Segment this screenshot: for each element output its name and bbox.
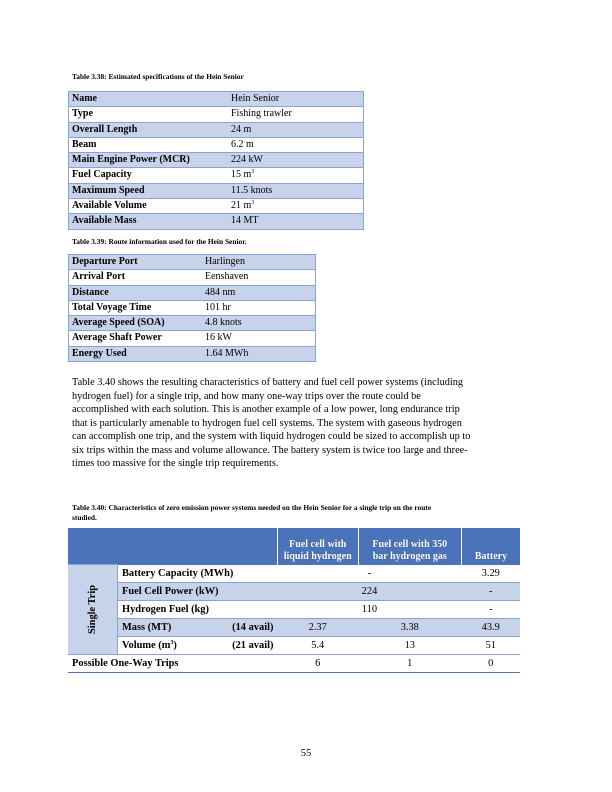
battery-capacity-battery-value: 3.29	[462, 565, 520, 583]
table-340-caption	[72, 503, 532, 522]
hydrogen-fuel-fc-value: 110	[277, 600, 461, 618]
paragraph-line: can accomplish one trip, and the system with liquid hydrogen could be sized to accomplish up to	[72, 431, 471, 442]
spec-row-value: 14 MT	[228, 214, 364, 229]
volume-liquid-value: 5.4	[277, 636, 358, 654]
route-row	[69, 255, 316, 270]
route-row-label: Average Shaft Power	[69, 331, 203, 346]
body-paragraph	[72, 376, 522, 471]
route-row-value: Harlingen	[202, 255, 316, 270]
one-way-trips-label: Possible One-Way Trips	[68, 654, 277, 672]
zero-emission-table	[68, 528, 520, 673]
paragraph-line: Table 3.40 shows the resulting characteristics of battery and fuel cell power systems (including	[72, 377, 464, 388]
hydrogen-fuel-label: Hydrogen Fuel (kg)	[117, 600, 277, 618]
route-row-label: Arrival Port	[69, 270, 203, 285]
spec-table	[68, 91, 364, 230]
single-trip-side-label: Single Trip	[68, 565, 117, 655]
spec-row-label: Fuel Capacity	[69, 168, 229, 183]
spec-row-label: Overall Length	[69, 122, 229, 137]
paragraph-line: hydrogen fuel) for a single trip, and how many one-way trips over the route could be	[72, 390, 421, 402]
trips-battery-value: 0	[462, 654, 520, 672]
route-row	[69, 316, 316, 331]
header-blank	[68, 528, 117, 565]
spec-row	[69, 122, 364, 137]
spec-row-label: Available Volume	[69, 199, 229, 214]
spec-row-value: 24 m	[228, 122, 364, 137]
mass-battery-value: 43.9	[462, 618, 520, 636]
volume-label: Volume $(m^3)$ (21 avail)	[117, 636, 277, 654]
spec-row	[69, 199, 364, 214]
battery-capacity-fc-value: -	[277, 565, 461, 583]
route-row-value: 4.8 knots	[202, 316, 316, 331]
trips-liquid-value: 6	[277, 654, 358, 672]
mass-liquid-value: 2.37	[277, 618, 358, 636]
table-340-caption-line1: Table 3.40: Characteristics of zero emission power systems needed on the Hein Senior for a single trip on the route	[72, 503, 432, 512]
route-row	[69, 285, 316, 300]
route-row	[69, 300, 316, 315]
header-liquid-hydrogen: Fuel cell with liquid hydrogen	[277, 528, 358, 565]
table-339-caption: Table 3.39: Route information used for the Hein Senior.	[72, 237, 247, 246]
spec-row	[69, 183, 364, 198]
spec-row-label: Name	[69, 92, 229, 107]
route-row-value: 101 hr	[202, 300, 316, 315]
spec-row	[69, 153, 364, 168]
paragraph-line: accomplished with each solution. This is another example of a low power, long endurance trip	[72, 404, 460, 415]
spec-row-value: 224 kW	[228, 153, 364, 168]
route-row	[69, 331, 316, 346]
fuel-cell-power-battery-value: -	[462, 582, 520, 600]
route-row-label: Average Speed (SOA)	[69, 316, 203, 331]
spec-row-label: Main Engine Power (MCR)	[69, 153, 229, 168]
route-row-label: Distance	[69, 285, 203, 300]
volume-gas-value: 13	[358, 636, 461, 654]
spec-row	[69, 92, 364, 107]
spec-row-label: Maximum Speed	[69, 183, 229, 198]
route-row-value: 484 nm	[202, 285, 316, 300]
route-row	[69, 270, 316, 285]
mass-gas-value: 3.38	[358, 618, 461, 636]
spec-row-value: 15 $m^3$	[228, 168, 364, 183]
paragraph-line: six trips within the mass and volume allowance. The battery system is twice too large and three-	[72, 444, 468, 456]
spec-row-value: 21 $m^3$	[228, 199, 364, 214]
route-row-label: Energy Used	[69, 346, 203, 361]
spec-row-value: Hein Senior	[228, 92, 364, 107]
page-number: 55	[300, 748, 312, 759]
route-row-label: Total Voyage Time	[69, 300, 203, 315]
spec-row-value: Fishing trawler	[228, 107, 364, 122]
spec-row	[69, 107, 364, 122]
route-table	[68, 254, 316, 362]
spec-row-label: Available Mass	[69, 214, 229, 229]
header-hydrogen-gas: Fuel cell with 350 bar hydrogen gas	[358, 528, 461, 565]
paragraph-line: times too massive for the single trip requirements.	[72, 458, 279, 469]
spec-row-label: Type	[69, 107, 229, 122]
spec-row-value: 11.5 knots	[228, 183, 364, 198]
paragraph-line: that is particularly amenable to hydrogen fuel cell systems. The system with gaseous hydrogen	[72, 417, 462, 429]
spec-row	[69, 214, 364, 229]
volume-battery-value: 51	[462, 636, 520, 654]
fuel-cell-power-fc-value: 224	[277, 582, 461, 600]
table-338-caption: Table 3.38: Estimated specifications of the Hein Senior	[72, 72, 244, 81]
volume-avail: (21 avail)	[232, 639, 274, 651]
route-row	[69, 346, 316, 361]
hydrogen-fuel-battery-value: -	[462, 600, 520, 618]
table-340-caption-line2: studied.	[72, 512, 97, 522]
header-blank-label	[117, 528, 277, 565]
spec-row-label: Beam	[69, 137, 229, 152]
mass-label: Mass (MT) (14 avail)	[117, 618, 277, 636]
route-row-value: 1.64 MWh	[202, 346, 316, 361]
mass-avail: (14 avail)	[232, 621, 274, 633]
route-row-label: Departure Port	[69, 255, 203, 270]
route-row-value: Eenshaven	[202, 270, 316, 285]
spec-row	[69, 168, 364, 183]
header-battery: Battery	[462, 528, 520, 565]
trips-gas-value: 1	[358, 654, 461, 672]
route-row-value: 16 kW	[202, 331, 316, 346]
fuel-cell-power-label: Fuel Cell Power (kW)	[117, 582, 277, 600]
battery-capacity-label: Battery Capacity (MWh)	[117, 565, 277, 583]
spec-row	[69, 137, 364, 152]
spec-row-value: 6.2 m	[228, 137, 364, 152]
